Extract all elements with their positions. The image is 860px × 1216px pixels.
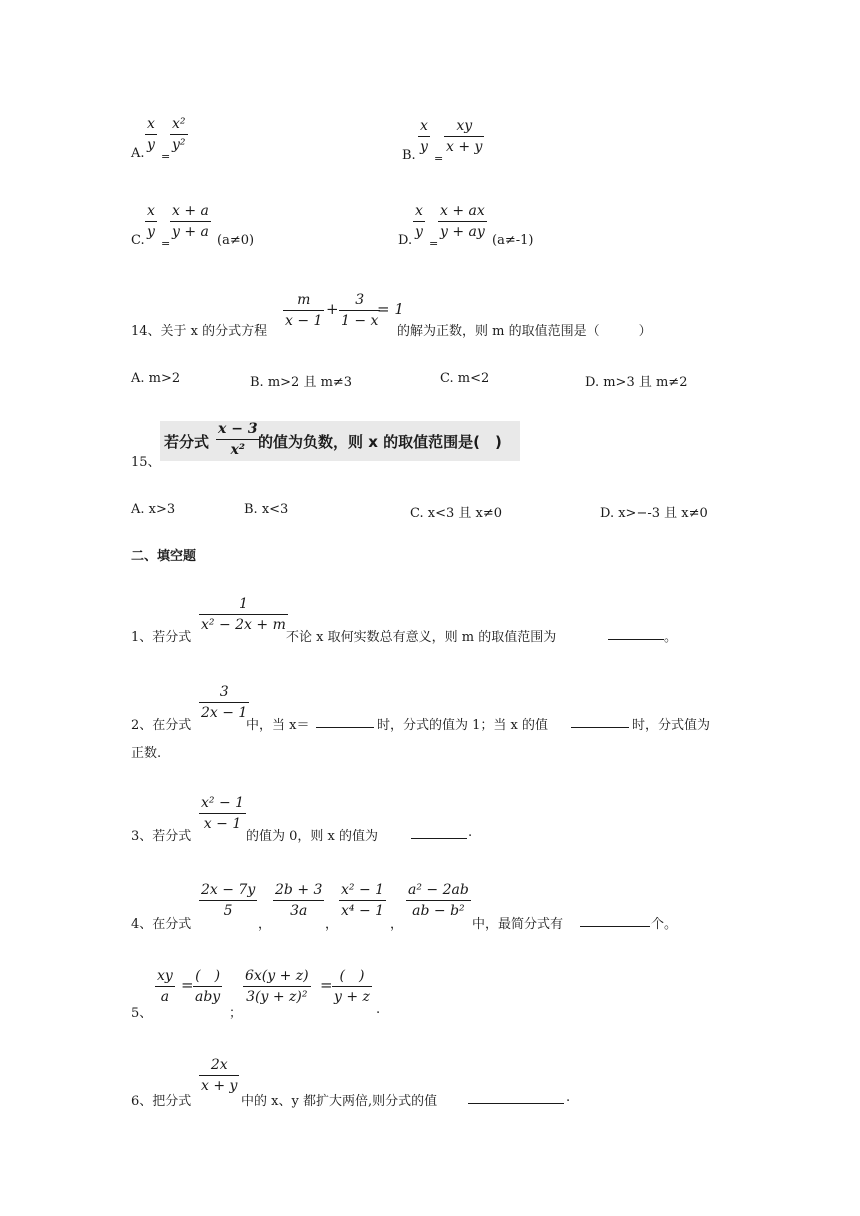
fraction: ( ) aby	[195, 968, 221, 1005]
fraction: $\frac{\text{x² − 1}}{x - 1}$	[201, 795, 245, 832]
fraction: $\frac{2x - 7y}{5}$	[201, 882, 256, 919]
question-text: 时，分式的值为 1；当 x 的值	[377, 718, 548, 733]
option-b[interactable]: B. x<3	[244, 502, 289, 517]
question-text: 1、若分式	[131, 630, 192, 645]
equals-sign: =	[161, 150, 171, 163]
answer-blank[interactable]	[316, 715, 374, 728]
fraction: $\frac{\text{x²}}{\text{y²}}$	[172, 116, 186, 153]
fraction: $\frac{x - 3}{\text{x²}}$	[218, 421, 258, 458]
question-text: 4、在分式	[131, 917, 192, 932]
question-end: .	[468, 825, 473, 840]
fraction: $\frac{2x}{x + y}$	[201, 1057, 238, 1094]
option-d[interactable]: D. x>−-3 且 x≠0	[600, 506, 708, 521]
equals-sign: =	[181, 976, 194, 994]
question-text: 时，分式值为	[632, 718, 711, 733]
question-number: 5、	[131, 1006, 153, 1021]
condition: (a≠0)	[217, 233, 255, 248]
fraction: $\frac{\text{x² − 1}}{\text{x⁴ − 1}}$	[341, 882, 385, 919]
fraction: $\frac{xy}{x + y}$	[446, 118, 483, 155]
fraction: $\frac{\text{a² − 2ab}}{\text{ab − b²}}$	[408, 882, 469, 919]
option-label: A.	[131, 146, 145, 161]
question-text: 3、若分式	[131, 829, 192, 844]
answer-blank[interactable]	[468, 1091, 564, 1104]
condition: (a≠-1)	[492, 233, 534, 248]
question-text: 中，最简分式有	[472, 917, 564, 932]
equals-sign: =	[161, 237, 171, 250]
question-text: 的值为 0，则 x 的值为	[246, 829, 378, 844]
equals-sign: =	[429, 237, 439, 250]
separator: ，	[325, 917, 339, 932]
question-text: 正数.	[131, 746, 162, 761]
equals-sign: =	[434, 152, 444, 165]
question-text: 6、把分式	[131, 1094, 192, 1109]
fraction: $\frac{x}{y}$	[415, 203, 423, 240]
fraction: $\frac{3}{2x - 1}$	[201, 684, 248, 721]
question-text: 中，当 x＝	[246, 718, 310, 733]
option-label: B.	[402, 148, 416, 163]
question-text: 的解为正数，则 m 的取值范围是（ ）	[397, 324, 652, 339]
question-end: 。	[664, 630, 678, 645]
fraction: $\frac{x + ax}{y + ay}$	[440, 203, 485, 240]
option-c[interactable]: C. x<3 且 x≠0	[410, 506, 503, 521]
question-text: 若分式	[164, 433, 210, 451]
answer-blank[interactable]	[608, 627, 664, 640]
fraction: $\frac{x}{y}$	[147, 116, 155, 153]
option-a[interactable]: A. m>2	[131, 371, 181, 386]
option-c[interactable]: C. m<2	[440, 371, 490, 386]
question-text: 2、在分式	[131, 718, 192, 733]
fraction: $\frac{x}{y}$	[147, 203, 155, 240]
plus-sign: +	[326, 300, 339, 318]
fraction: $\frac{6x(y + z)}{\text{3(y + z)²}}$	[245, 968, 309, 1005]
question-text: 14、关于 x 的分式方程	[131, 324, 268, 339]
option-label: D.	[398, 233, 413, 248]
separator: ，	[258, 917, 272, 932]
fraction: $\frac{xy}{a}$	[157, 968, 173, 1005]
answer-blank[interactable]	[411, 826, 467, 839]
answer-blank[interactable]	[571, 715, 629, 728]
fraction: $\frac{m}{x - 1}$	[285, 292, 323, 329]
section-title: 二、填空题	[131, 549, 197, 564]
fraction: $\frac{2b + 3}{3a}$	[275, 882, 323, 919]
question-text: 中的 x、y 都扩大两倍,则分式的值	[241, 1094, 438, 1109]
fraction: $\frac{x}{y}$	[420, 118, 428, 155]
option-b[interactable]: B. m>2 且 m≠3	[250, 375, 353, 390]
option-label: C.	[131, 233, 145, 248]
fraction: $\frac{x + a}{y + a}$	[172, 203, 209, 240]
option-a[interactable]: A. x>3	[131, 502, 176, 517]
question-number: 15、	[131, 455, 161, 470]
equals-sign: =	[320, 976, 333, 994]
question-text: 的值为负数，则 x 的取值范围是( )	[258, 433, 502, 451]
separator: ；	[229, 1006, 243, 1021]
question-end: .	[566, 1090, 571, 1105]
fraction: $\frac{3}{1 - x}$	[341, 292, 379, 329]
question-end: .	[376, 1002, 381, 1017]
question-image	[160, 421, 520, 461]
question-text: 不论 x 取何实数总有意义，则 m 的取值范围为	[286, 630, 557, 645]
question-end: 个。	[651, 917, 678, 932]
separator: ，	[390, 917, 404, 932]
fraction: ( ) y + z	[334, 968, 370, 1005]
fraction: $\frac{1}{\text{x² − 2x + m}}$	[201, 596, 286, 633]
answer-blank[interactable]	[580, 914, 650, 927]
equation-rhs: = 1	[377, 300, 404, 318]
option-d[interactable]: D. m>3 且 m≠2	[585, 375, 688, 390]
